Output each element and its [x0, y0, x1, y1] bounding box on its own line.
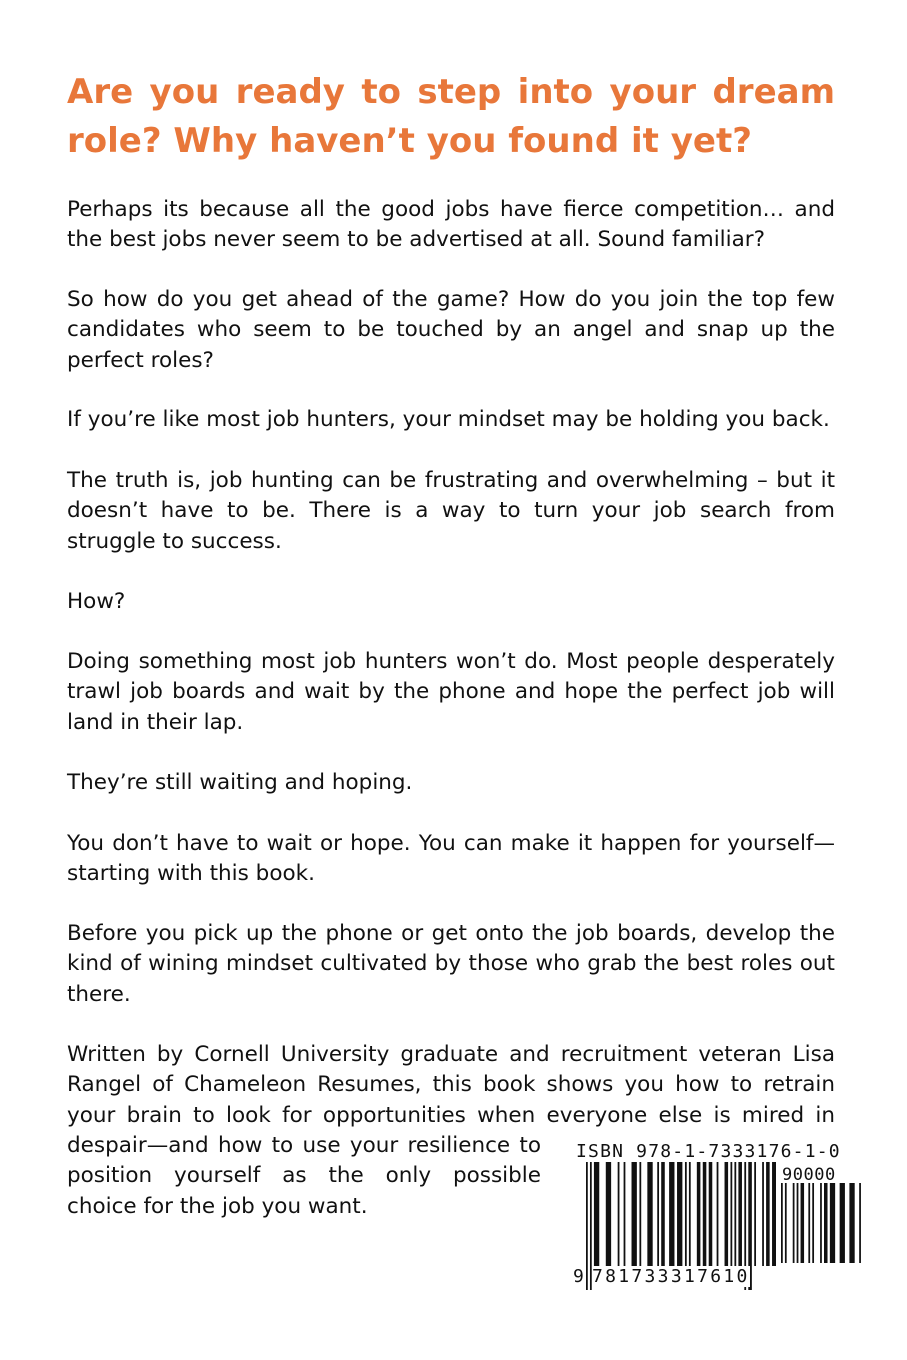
barcode-bar: [849, 1183, 854, 1263]
barcode-bar: [781, 1183, 783, 1263]
barcode-bar: [703, 1162, 707, 1266]
barcode-lead-digit: 9: [573, 1266, 584, 1287]
barcode-bar: [689, 1162, 691, 1266]
price-code: 90000: [782, 1165, 836, 1185]
barcode-bar: [808, 1183, 810, 1263]
barcode-bar: [820, 1183, 822, 1263]
paragraph-10: Written by Cornell University graduate and recruitment veteran Lisa Rangel of Chameleon Resumes, this book shows you how to retrain your brain to look for opportunities when everyone else is mired in: [67, 1042, 835, 1128]
barcode-bar: [762, 1162, 764, 1266]
paragraph-11: despair—and how to use your resilience to position yourself as the only possible choice for the job you want.: [67, 1133, 541, 1219]
barcode-bar: [685, 1162, 687, 1266]
barcode-bar: [738, 1162, 742, 1266]
paragraph-9: Before you pick up the phone or get onto the job boards, develop the kind of wining mindset cultivated by those who grab the best roles out there.: [67, 921, 835, 1007]
barcode-bar: [812, 1183, 814, 1263]
barcode-bar: [624, 1162, 626, 1266]
barcode-guard-bar: [586, 1162, 588, 1290]
barcode-bar: [785, 1183, 787, 1263]
barcode-bar: [657, 1162, 659, 1266]
barcode-bar: [734, 1162, 736, 1266]
isbn-number: ISBN 978-1-7333176-1-0: [576, 1141, 841, 1162]
paragraph-3: If you’re like most job hunters, your mindset may be holding you back.: [67, 407, 830, 432]
paragraph-2: So how do you get ahead of the game? How do you join the top few candidates who seem to be touched by an angel and snap up the perfect roles?: [67, 287, 835, 373]
price-barcode-bars: [781, 1183, 867, 1287]
barcode-bar: [754, 1162, 756, 1266]
barcode-bar: [639, 1162, 641, 1266]
barcode-bar: [730, 1162, 732, 1266]
barcode-bar: [859, 1183, 861, 1263]
barcode-bar: [709, 1162, 713, 1266]
barcode-bar: [669, 1162, 674, 1266]
barcode-bar: [772, 1162, 776, 1266]
barcode-bar: [801, 1183, 805, 1263]
barcode-bar: [606, 1162, 611, 1266]
barcode-bar: [661, 1162, 665, 1266]
barcode-bar: [632, 1162, 637, 1266]
paragraph-4: The truth is, job hunting can be frustrating and overwhelming – but it doesn’t have to be. There is a way to turn your job search from struggle to success.: [67, 468, 835, 554]
paragraph-1: Perhaps its because all the good jobs have fierce competition… and the best jobs never seem to be advertised at all. Sound familiar?: [67, 197, 835, 253]
barcode-bar: [677, 1162, 682, 1266]
barcode-bar: [824, 1183, 828, 1263]
barcode-bar: [647, 1162, 652, 1266]
paragraph-8: You don’t have to wait or hope. You can make it happen for yourself—starting with this book.: [67, 831, 835, 887]
paragraph-7: They’re still waiting and hoping.: [67, 770, 413, 795]
barcode-bar: [618, 1162, 620, 1266]
barcode-bar: [840, 1183, 845, 1263]
barcode-bar: [797, 1183, 799, 1263]
barcode-bar: [793, 1183, 795, 1263]
barcode-bar: [594, 1162, 599, 1266]
barcode-bar: [697, 1162, 701, 1266]
barcode-bar: [766, 1162, 770, 1266]
paragraph-5: How?: [67, 589, 126, 614]
headline: Are you ready to step into your dream role? Why haven’t you found it yet?: [67, 72, 835, 161]
barcode-bar: [717, 1162, 719, 1266]
barcode-digits: 781733317610: [592, 1266, 750, 1287]
barcode-bar: [725, 1162, 729, 1266]
paragraph-6: Doing something most job hunters won’t do. Most people desperately trawl job boards and wait by the phone and hope the perfect job will land in their lap.: [67, 649, 835, 735]
barcode-bar: [830, 1183, 835, 1263]
